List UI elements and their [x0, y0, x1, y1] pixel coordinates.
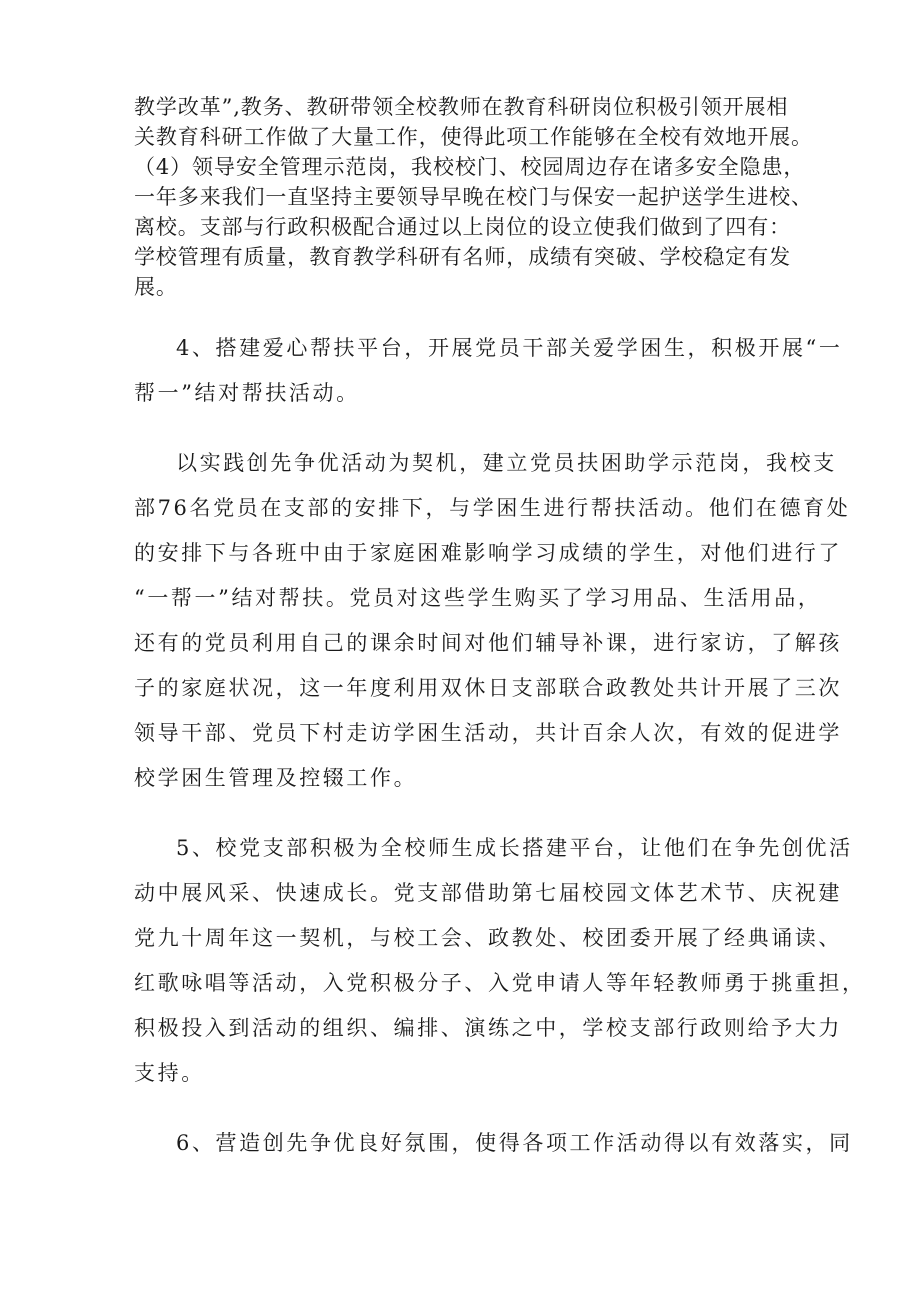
text-line: 支持。: [134, 1061, 205, 1085]
text-line: 关教育科研工作做了大量工作，使得此项工作能够在全校有效地开展。: [134, 125, 813, 149]
text-line: 离校。支部与行政积极配合通过以上岗位的设立使我们做到了四有：: [134, 215, 791, 239]
text-line: 6、营造创先争优良好氛围，使得各项工作活动得以有效落实，同: [176, 1131, 853, 1155]
text-line: 教学改革”,教务、教研带领全校教师在教育科研岗位积极引领开展相: [134, 95, 789, 119]
text-line: 动中展风采、快速成长。党支部借助第七届校园文体艺术节、庆祝建: [134, 881, 842, 905]
dense-text-block: [134, 92, 813, 302]
text-line: 以实践创先争优活动为契机，建立党员扶困助学示范岗，我校支: [176, 451, 837, 475]
text-line: 帮一”结对帮扶活动。: [134, 381, 360, 405]
text-line: 4、搭建爱心帮扶平台，开展党员干部关爱学困生，积极开展“一: [176, 336, 843, 360]
text-line: 还有的党员利用自己的课余时间对他们辅导补课，进行家访，了解孩: [134, 631, 842, 655]
text-line: 领导干部、党员下村走访学困生活动，共计百余人次，有效的促进学: [134, 721, 842, 745]
paragraph-6: [134, 1121, 853, 1166]
text-line: 5、校党支部积极为全校师生成长搭建平台，让他们在争先创优活: [176, 836, 853, 860]
text-line: 红歌咏唱等活动，入党积极分子、入党申请人等年轻教师勇于挑重担，: [134, 971, 866, 995]
text-line: 一年多来我们一直坚持主要领导早晚在校门与保安一起护送学生进校、: [134, 185, 813, 209]
text-line: 积极投入到活动的组织、编排、演练之中，学校支部行政则给予大力: [134, 1016, 842, 1040]
text-line: 的安排下与各班中由于家庭困难影响学习成绩的学生，对他们进行了: [134, 541, 842, 565]
paragraph-support: [134, 441, 851, 801]
paragraph-5: [134, 826, 866, 1096]
text-line: （4）领导安全管理示范岗，我校校门、校园周边存在诸多安全隐患，: [134, 155, 806, 179]
text-line: 党九十周年这一契机，与校工会、政教处、校团委开展了经典诵读、: [134, 926, 842, 950]
text-line: 子的家庭状况，这一年度利用双休日支部联合政教处共计开展了三次: [134, 676, 842, 700]
paragraph-4: [134, 326, 843, 416]
text-line: 部76名党员在支部的安排下，与学困生进行帮扶活动。他们在德育处: [134, 496, 851, 520]
text-line: 展。: [134, 275, 178, 299]
text-line: “一帮一”结对帮扶。党员对这些学生购买了学习用品、生活用品，: [134, 586, 822, 610]
text-line: 学校管理有质量，教育教学科研有名师，成绩有突破、学校稳定有发: [134, 245, 791, 269]
text-line: 校学困生管理及控辍工作。: [134, 766, 418, 790]
